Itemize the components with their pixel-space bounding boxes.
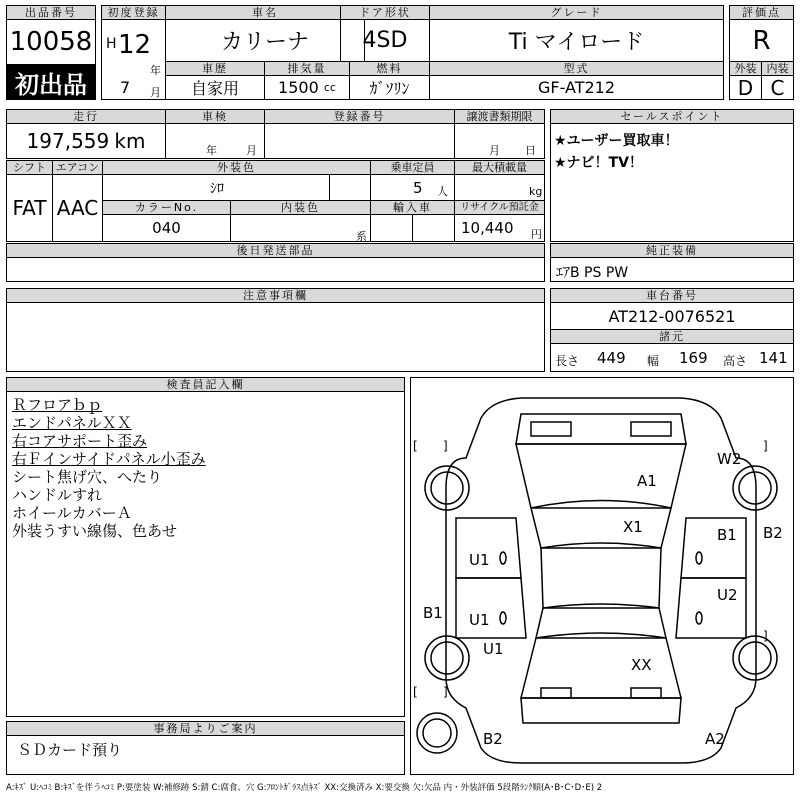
legend: A:ｷｽﾞ U:ﾍｺﾐ B:ｷｽﾞを伴うﾍｺﾐ P:要塗装 W:補修跡 S:錆 C:腐食、穴 G:ﾌﾛﾝﾄｶﾞﾗｽ点ｷｽﾞ XX:交換済み X:要交換 欠:欠品 内・外装評価 5段階ﾗﾝｸ順(A･B･C･D･E) 2 (6, 783, 603, 793)
damage-mark: U1 (483, 640, 504, 658)
mileage-label: 走行 (6, 109, 166, 124)
inspector-note: 外装うすい線傷、色あせ (12, 522, 178, 540)
inspector-label: 検査員記入欄 (6, 377, 405, 392)
height: 141 (759, 349, 788, 367)
car-name-label: 車名 (165, 5, 365, 20)
exterior-grade: D (729, 75, 762, 100)
later-parts-box (6, 257, 545, 282)
inspection-label: 車検 (165, 109, 265, 124)
grade-label: グレード (429, 5, 724, 20)
max-load-box (454, 174, 545, 201)
score: R (729, 19, 794, 62)
capacity: 5 (413, 179, 423, 197)
inspector-note: 右Ｆインサイドパネル小歪み (12, 450, 206, 468)
svg-text:[: [ (413, 439, 418, 453)
damage-mark: B2 (483, 730, 503, 748)
sales-points-label: セールスポイント (550, 109, 794, 124)
first-registration-box (101, 19, 166, 100)
era: H (106, 36, 117, 52)
fuel: ｶﾞｿﾘﾝ (349, 75, 430, 100)
inspection-month-unit: 月 (246, 144, 257, 157)
recycle-label: リサイクル預託金 (454, 200, 545, 215)
office-note: ＳＤカード預り (6, 735, 405, 775)
year-unit: 年 (150, 64, 161, 77)
capacity-unit: 人 (437, 185, 448, 198)
damage-mark: U1 (469, 551, 490, 569)
notes-label: 注意事項欄 (6, 288, 545, 303)
interior-color-box (230, 214, 371, 242)
max-load-unit: kg (529, 185, 543, 198)
registration-year: 12 (118, 30, 152, 60)
import-box-1 (370, 214, 413, 242)
grade: Ti マイロード (429, 19, 724, 62)
damage-mark: U1 (469, 611, 490, 629)
transfer-month-unit: 月 (489, 144, 500, 157)
import-box-2 (412, 214, 455, 242)
sales-point: ★ユーザー買取車！ (554, 133, 679, 149)
interior-color-label: 内装色 (230, 200, 371, 215)
chassis-number: AT212-0076521 (550, 302, 794, 330)
model-code: GF-AT212 (429, 75, 724, 100)
svg-text:]: ] (443, 439, 448, 453)
recycle-unit: 円 (531, 228, 542, 241)
displacement-box (264, 75, 350, 100)
equipment-label: 純正装備 (550, 243, 794, 258)
history: 自家用 (165, 75, 265, 100)
mileage: 197,559 (26, 129, 110, 153)
transfer-deadline-box (454, 123, 545, 159)
inspector-notes (6, 391, 405, 717)
inspector-note: Ｒフロアｂｐ (12, 396, 103, 414)
width-label: 幅 (647, 354, 660, 368)
length: 449 (597, 349, 626, 367)
damage-mark: W2 (717, 450, 742, 468)
month-unit: 月 (150, 86, 161, 99)
score-label: 評価点 (729, 5, 794, 20)
damage-diagram (410, 377, 794, 775)
car-name: カリーナ (165, 19, 365, 62)
inspector-note: シート焦げ穴、へたり (12, 468, 163, 486)
interior-grade: C (761, 75, 794, 100)
shift-label: シフト (6, 160, 53, 175)
inspection-box (165, 123, 265, 159)
transfer-day-unit: 日 (525, 144, 536, 157)
import-label: 輸入車 (370, 200, 455, 215)
shift: FAT (6, 174, 53, 242)
door-type-label: ドア形状 (340, 5, 430, 20)
displacement: 1500 (278, 78, 319, 97)
displacement-label: 排気量 (264, 61, 350, 76)
chassis-label: 車台番号 (550, 288, 794, 303)
recycle-box (454, 214, 545, 242)
damage-mark: A1 (637, 472, 657, 490)
sales-points-box (550, 123, 794, 242)
inspection-year-unit: 年 (206, 144, 217, 157)
first-listing-badge: 初出品 (6, 64, 96, 100)
sales-point: ★ナビ！TV！ (554, 155, 643, 171)
inspector-note: エンドパネルＸＸ (12, 414, 132, 432)
car-outline-diagram (411, 378, 793, 774)
damage-mark: B1 (717, 526, 737, 544)
transfer-deadline-label: 譲渡書類期限 (454, 109, 545, 124)
lot-number-label: 出品番号 (6, 5, 96, 20)
capacity-label: 乗車定員 (370, 160, 455, 175)
svg-text:[: [ (413, 685, 418, 699)
recycle-fee: 10,440 (461, 219, 514, 237)
svg-text:]: ] (443, 685, 448, 699)
interior-label: 内装 (761, 61, 794, 76)
exterior-label: 外装 (729, 61, 762, 76)
mileage-unit: km (114, 129, 146, 153)
exterior-color-label: 外装色 (102, 160, 371, 175)
later-parts-label: 後日発送部品 (6, 243, 545, 258)
plate-label: 登録番号 (264, 109, 455, 124)
damage-mark: B2 (763, 524, 783, 542)
max-load-label: 最大積載量 (454, 160, 545, 175)
exterior-color-box (102, 174, 330, 201)
color-no-label: カラーNo. (102, 200, 231, 215)
fuel-label: 燃料 (349, 61, 430, 76)
dims-label: 諸元 (550, 329, 794, 344)
door-type: 4SD (340, 19, 430, 62)
damage-mark: XX (631, 656, 652, 674)
width: 169 (679, 349, 708, 367)
mileage-box (6, 123, 166, 159)
inspector-note: ハンドルすれ (12, 486, 103, 504)
model-label: 型式 (429, 61, 724, 76)
inspector-note: 右コアサポート歪み (12, 432, 148, 450)
damage-mark: U2 (717, 586, 738, 604)
capacity-box (370, 174, 455, 201)
ac: AAC (52, 174, 103, 242)
inspector-note: ホイールカバーＡ (12, 504, 132, 522)
exterior-color-extra (329, 174, 371, 201)
interior-color-unit: 系 (356, 230, 367, 243)
history-label: 車歴 (165, 61, 265, 76)
svg-text:]: ] (763, 629, 768, 643)
office-label: 事務局よりご案内 (6, 721, 405, 736)
registration-month: 7 (120, 78, 131, 97)
lot-number: 10058 (6, 19, 96, 65)
damage-mark: B1 (423, 604, 443, 622)
displacement-unit: cc (323, 81, 336, 94)
plate-box (264, 123, 455, 159)
exterior-color: ｼﾛ (210, 180, 224, 197)
equipment: ｴｱB PS PW (550, 257, 794, 282)
dims-box (550, 343, 794, 372)
ac-label: エアコン (52, 160, 103, 175)
damage-mark: A2 (705, 730, 725, 748)
color-no: 040 (102, 214, 231, 242)
height-label: 高さ (723, 354, 748, 368)
first-registration-label: 初度登録 (101, 5, 166, 20)
length-label: 長さ (555, 354, 580, 368)
damage-mark: X1 (623, 518, 643, 536)
notes-box (6, 302, 545, 372)
svg-text:]: ] (763, 439, 768, 453)
